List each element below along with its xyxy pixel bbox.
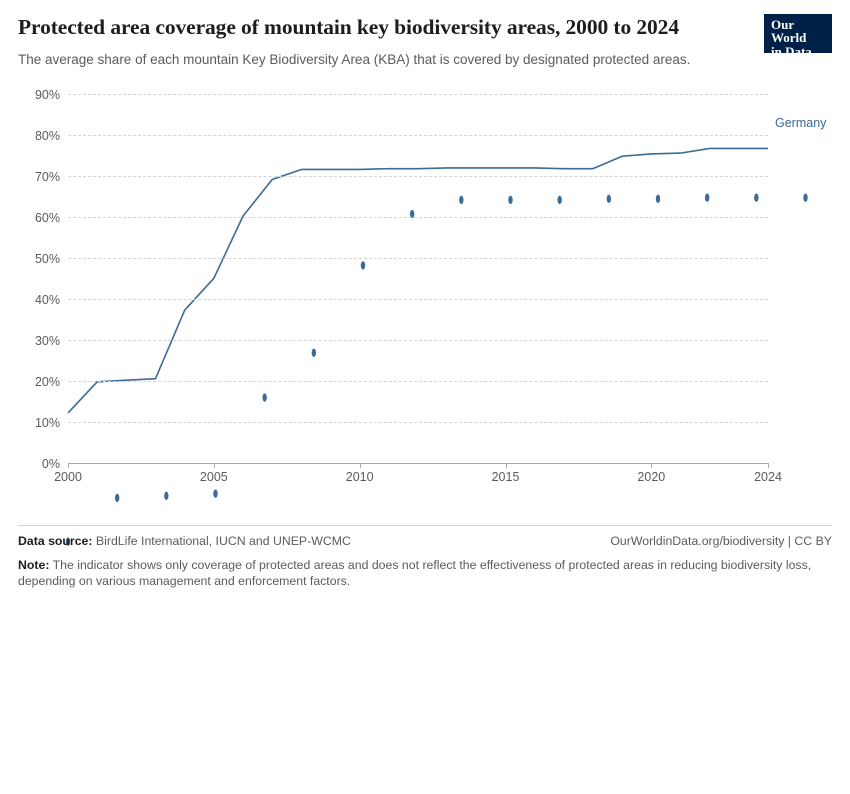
gridline-y bbox=[34, 129, 768, 144]
x-axis-tick-label: 2024 bbox=[754, 470, 782, 485]
series-point[interactable] bbox=[607, 195, 611, 203]
y-axis-tick-label: 20% bbox=[34, 375, 60, 390]
series-point[interactable] bbox=[557, 196, 561, 204]
y-axis-tick-label: 50% bbox=[34, 252, 60, 267]
x-axis-tick-label: 2005 bbox=[199, 470, 228, 485]
gridline-y bbox=[34, 293, 768, 308]
note-text: The indicator shows only coverage of protected areas and does not reflect the effectiveness of protected areas in reducing biodiversity loss, depending on various management and enforcement factors. bbox=[18, 557, 812, 589]
page-title: Protected area coverage of mountain key biodiversity areas, 2000 to 2024 bbox=[18, 15, 679, 39]
y-axis-tick-label: 80% bbox=[34, 129, 60, 144]
series-point[interactable] bbox=[164, 492, 168, 500]
y-axis-tick-label: 90% bbox=[34, 88, 60, 103]
gridline-y bbox=[34, 416, 768, 431]
data-source-text: BirdLife International, IUCN and UNEP-WCMC bbox=[95, 534, 351, 549]
gridline-y bbox=[34, 252, 768, 267]
series-point[interactable] bbox=[754, 194, 758, 202]
x-axis-tick-mark bbox=[360, 463, 361, 468]
y-axis-tick-label: 70% bbox=[34, 170, 60, 185]
series-point[interactable] bbox=[656, 195, 660, 203]
chart-header bbox=[18, 14, 832, 68]
y-axis-tick-label: 60% bbox=[34, 211, 60, 226]
chart-note bbox=[18, 557, 818, 590]
series-point[interactable] bbox=[803, 194, 807, 202]
x-axis-tick-label: 2020 bbox=[637, 470, 666, 485]
gridline-y bbox=[34, 211, 768, 226]
series-point[interactable] bbox=[312, 349, 316, 357]
series-point[interactable] bbox=[508, 196, 512, 204]
x-axis-tick-label: 2010 bbox=[345, 470, 374, 485]
data-source bbox=[18, 533, 351, 550]
series-point[interactable] bbox=[459, 196, 463, 204]
x-axis-tick-label: 2000 bbox=[54, 470, 82, 485]
y-axis-tick-label: 0% bbox=[41, 457, 60, 472]
series-point[interactable] bbox=[361, 261, 365, 269]
series-point[interactable] bbox=[115, 494, 119, 502]
x-axis-tick-mark bbox=[68, 463, 69, 468]
gridline-y bbox=[34, 88, 768, 103]
chart-area bbox=[18, 84, 832, 489]
y-axis-tick-label: 40% bbox=[34, 293, 60, 308]
series-point[interactable] bbox=[705, 194, 709, 202]
y-axis-tick-label: 30% bbox=[34, 334, 60, 349]
site-credit[interactable]: OurWorldinData.org/biodiversity | CC BY bbox=[610, 534, 832, 549]
data-source-label: Data source: bbox=[18, 534, 93, 549]
logo-line-1: Our World bbox=[771, 17, 807, 46]
gridline-y bbox=[41, 457, 768, 472]
line-series-layer bbox=[68, 94, 768, 794]
x-axis-tick-label: 2015 bbox=[491, 470, 520, 485]
y-axis-tick-label: 10% bbox=[34, 416, 60, 431]
note-label: Note: bbox=[18, 557, 50, 572]
logo-line-2: in Data bbox=[771, 43, 812, 59]
our-world-in-data-logo[interactable] bbox=[764, 14, 832, 59]
x-axis-tick-mark bbox=[768, 463, 769, 468]
x-axis-tick-mark bbox=[214, 463, 215, 468]
gridline-y bbox=[34, 375, 768, 390]
series-line bbox=[68, 149, 768, 413]
chart-footer bbox=[18, 525, 832, 590]
plot-region bbox=[34, 88, 827, 485]
gridline-y bbox=[34, 170, 768, 185]
series-point[interactable] bbox=[213, 490, 217, 498]
x-axis-tick-mark bbox=[651, 463, 652, 468]
x-axis-tick-mark bbox=[506, 463, 507, 468]
gridline-y bbox=[34, 334, 768, 349]
series-end-label[interactable]: Germany bbox=[775, 115, 827, 130]
chart-subtitle: The average share of each mountain Key Biodiversity Area (KBA) that is covered by designated protected areas. bbox=[18, 51, 691, 67]
series-point[interactable] bbox=[262, 393, 266, 401]
